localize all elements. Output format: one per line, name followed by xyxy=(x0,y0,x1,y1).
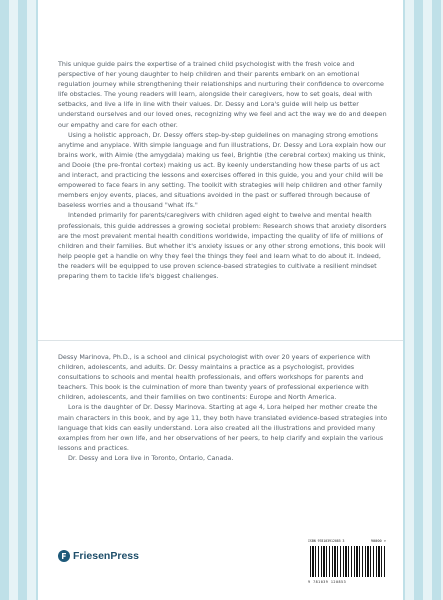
price-code: 90000 > xyxy=(370,539,386,543)
isbn-number: ISBN 978103912085 3 xyxy=(308,539,345,543)
description-paragraph-2: Using a holistic approach, Dr. Dessy offers step-by-step guidelines on managing strong emotions anytime and anyplace. With simple language and fun illustrations, Dr. Dessy and Lora explain how our brains work, with Aimie (the amygdala) making us feel, Brightie (the cerebral cortex) making us think, and Dooie (the pre-frontal cortex) making us act. By keenly understanding how these parts of us act and interact, and practicing the lessons and exercises offered in this guide, you and your child will be empowered to face fears in any setting. The toolkit with strategies will help children and other family members enjoy events, places, and situations avoided in the past or suffered through because of baseless worries and a thousand "what ifs." xyxy=(58,130,386,210)
author-bio xyxy=(58,352,388,463)
bio-paragraph-1: Dessy Marinova, Ph.D., is a school and clinical psychologist with over 20 years of experience with children, adolescents, and adults. Dr. Dessy maintains a practice as a psychologist, provides consultations to schools and mental health professionals, and offers workshops for parents and teachers. This book is the culmination of more than twenty years of professional experience with children, adolescents, and their families on two continents: Europe and North America. xyxy=(58,353,371,402)
publisher-logo xyxy=(58,549,139,563)
publisher-name: FriesenPress xyxy=(73,550,139,562)
description-paragraph-1: This unique guide pairs the expertise of a trained child psychologist with the fresh voice and perspective of her young daughter to help children and their parents embark on an emotional regulation journey while strengthening their relationships and nurturing their confidence to overcome life obstacles. The young readers will learn, alongside their caregivers, how to set goals, deal with setbacks, and live a life in line with their values. Dr. Dessy and Lora's guide will help us better understand ourselves and our loved ones, recognizing why we feel and act the way we do and deepen our empathy and care for each other. xyxy=(58,60,387,129)
barcode-bars xyxy=(310,546,386,577)
friesenpress-logo-icon xyxy=(58,550,70,562)
book-description xyxy=(58,59,388,281)
isbn-barcode xyxy=(306,538,387,585)
description-paragraph-3: Intended primarily for parents/caregivers with children aged eight to twelve and mental health professionals, this guide addresses a growing societal problem: Research shows that anxiety disorders are the most prevalent mental health conditions worldwide, impacting the quality of life of millions of children and their families. But whether it's anxiety issues or any other strong emotions, this book will help people get a handle on why they feel the things they feel and learn what to do about it. Indeed, the readers will be equipped to use proven science-based strategies to cultivate a resilient mindset preparing them to tackle life's biggest challenges. xyxy=(58,211,387,280)
bio-paragraph-2: Lora is the daughter of Dr. Dessy Marinova. Starting at age 4, Lora helped her mother create the main characters in this book, and by age 11, they both have translated evidence-based strategies into language that kids can easily understand. Lora also created all the illustrations and provided many examples from her own life, and her observations of her peers, to help clarify and explain the various lessons and practices. xyxy=(58,403,388,452)
section-divider xyxy=(38,340,403,341)
bio-paragraph-3: Dr. Dessy and Lora live in Toronto, Ontario, Canada. xyxy=(68,453,234,462)
barcode-digits: 9 781039 120853 xyxy=(308,580,347,584)
